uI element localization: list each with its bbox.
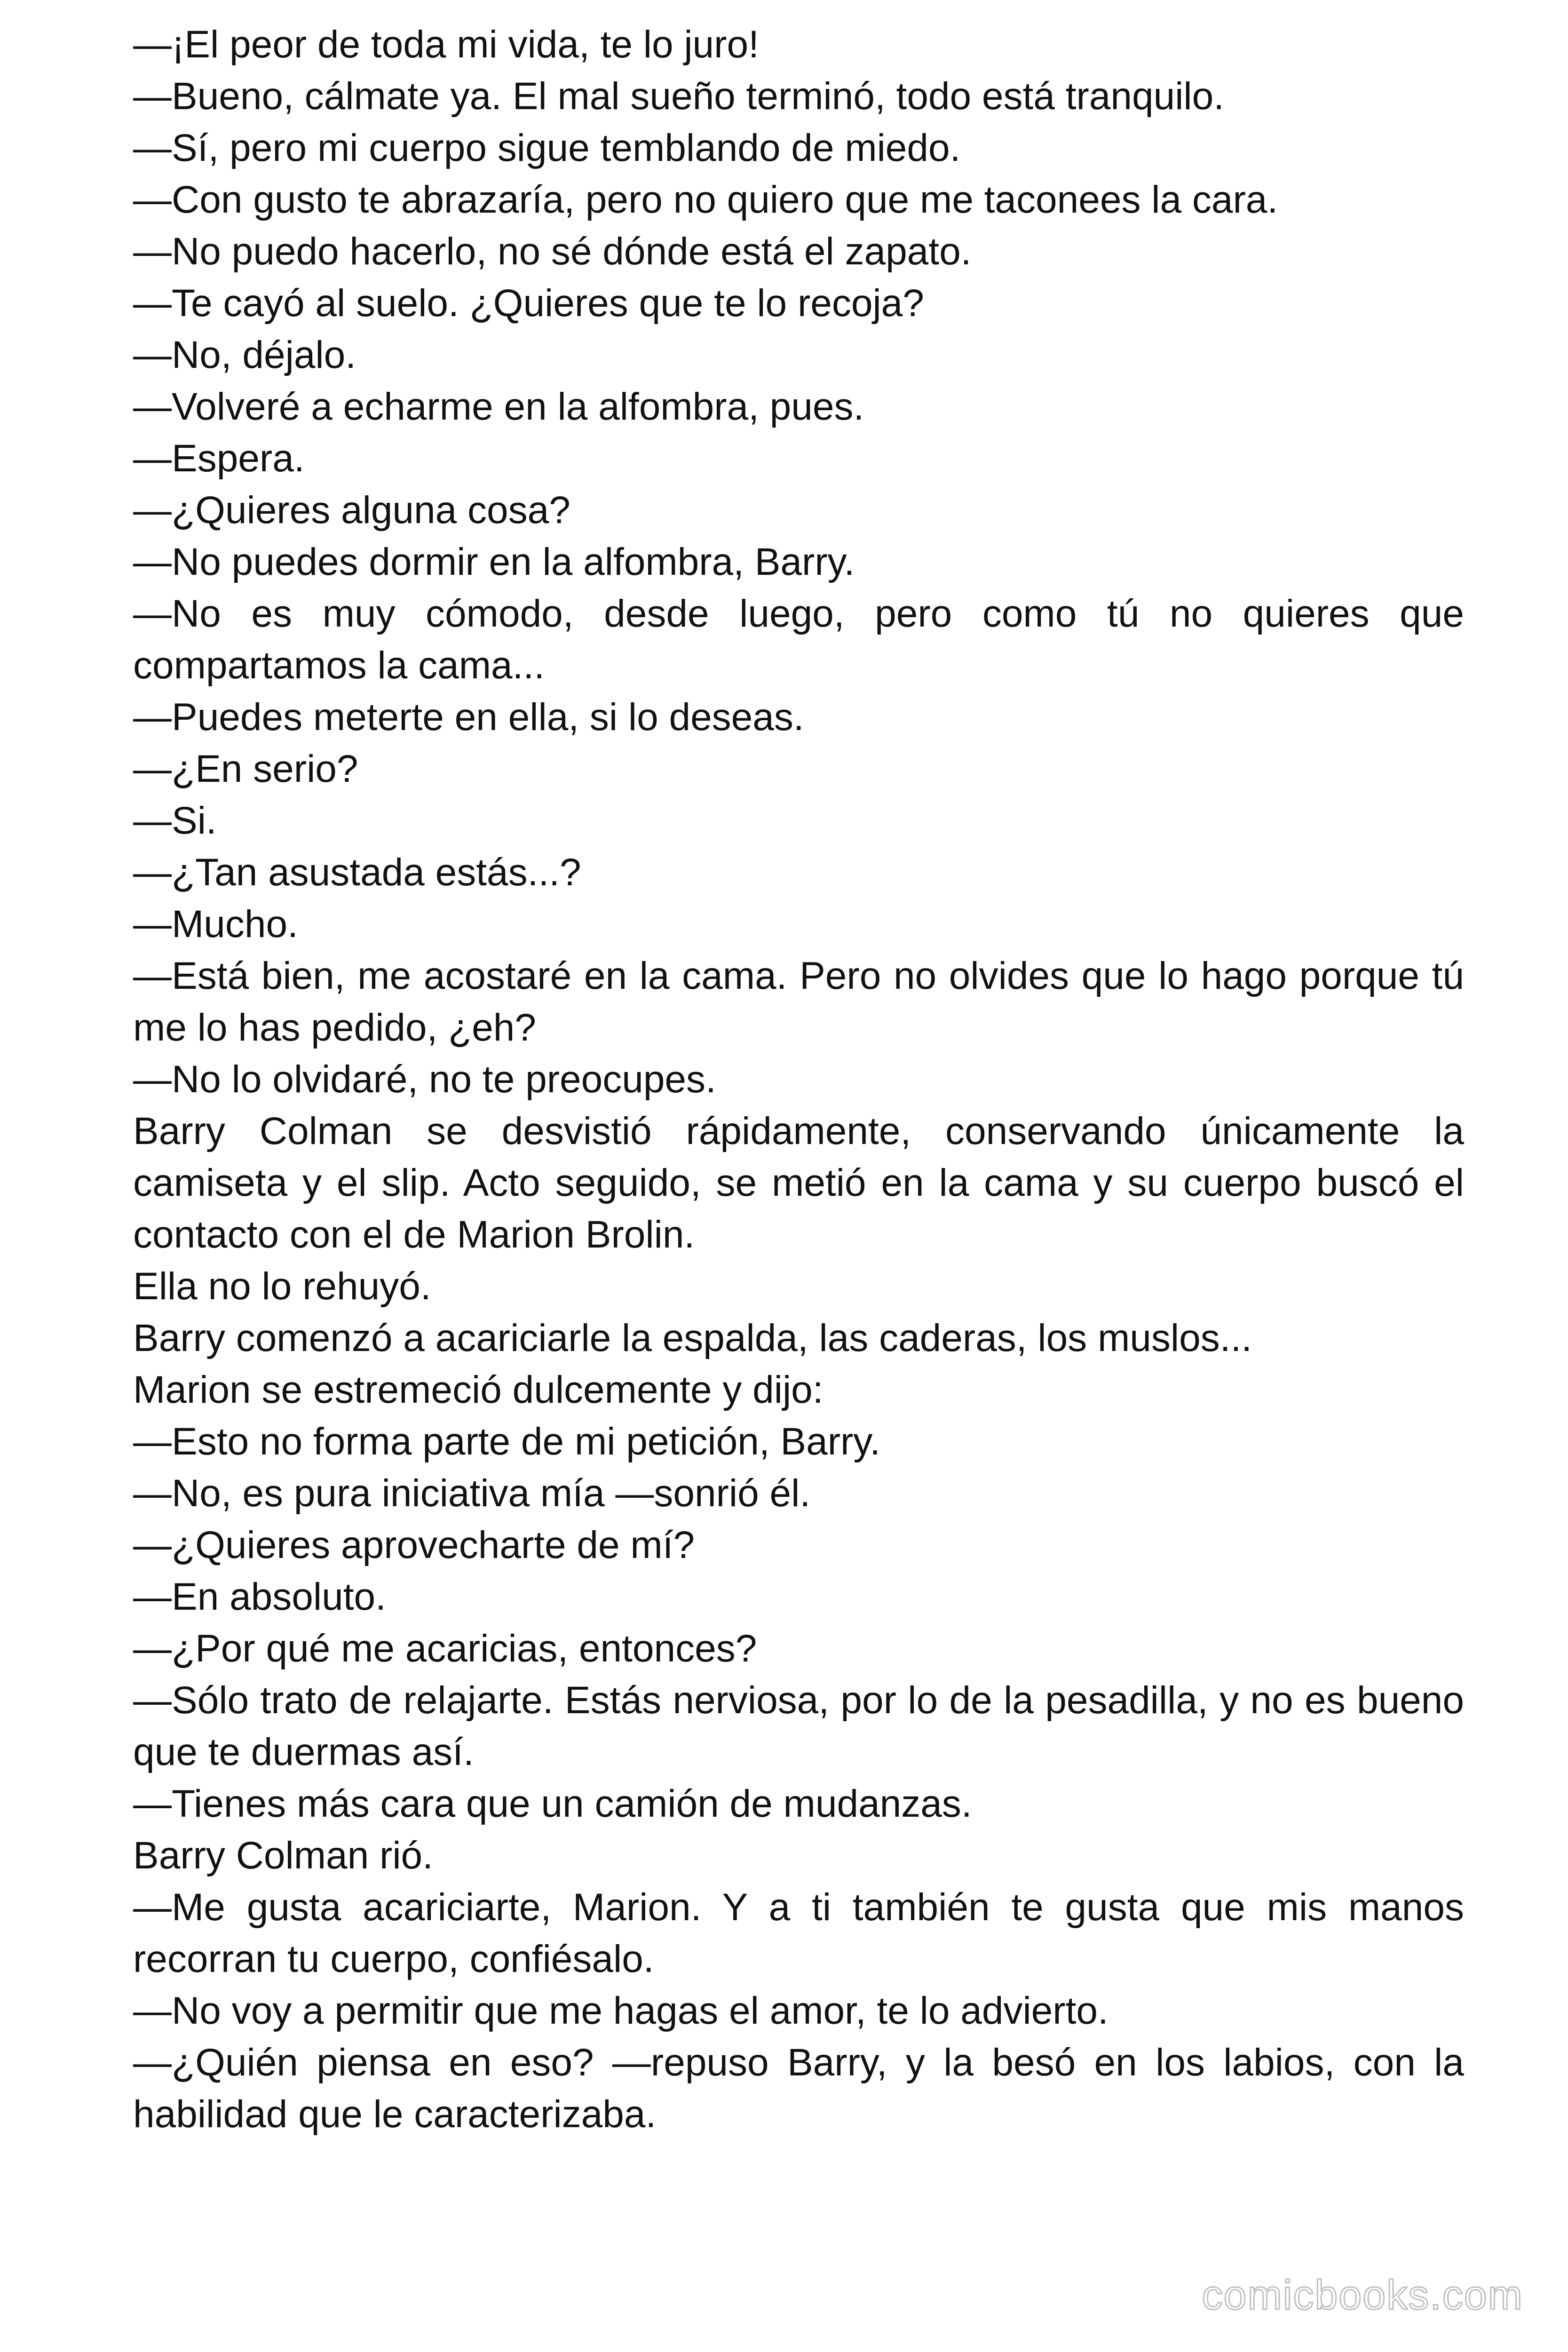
paragraph: —Puedes meterte en ella, si lo deseas.: [133, 696, 804, 739]
paragraph: —En absoluto.: [133, 1575, 386, 1618]
paragraph: —Esto no forma parte de mi petición, Barry.: [133, 1420, 881, 1463]
paragraph: Barry Colman rió.: [133, 1834, 433, 1877]
paragraph: Barry comenzó a acariciarle la espalda, las caderas, los muslos...: [133, 1317, 1252, 1359]
paragraph: Ella no lo rehuyó.: [133, 1265, 431, 1308]
paragraph: —No es muy cómodo, desde luego, pero como tú no quieres que compartamos la cama...: [133, 592, 1464, 687]
paragraph: —No, es pura iniciativa mía —sonrió él.: [133, 1472, 811, 1515]
paragraph: —Está bien, me acostaré en la cama. Pero no olvides que lo hago porque tú me lo has pedido, ¿eh?: [133, 954, 1464, 1049]
paragraph: —Volveré a echarme en la alfombra, pues.: [133, 385, 864, 428]
paragraph: —Me gusta acariciarte, Marion. Y a ti también te gusta que mis manos recorran tu cuerpo, confiésalo.: [133, 1886, 1464, 1980]
paragraph: —Tienes más cara que un camión de mudanzas.: [133, 1782, 972, 1825]
paragraph: —¿Quieres alguna cosa?: [133, 489, 570, 532]
paragraph: —No lo olvidaré, no te preocupes.: [133, 1058, 716, 1101]
document-body: [133, 19, 1464, 2140]
paragraph: —¡El peor de toda mi vida, te lo juro!: [133, 23, 759, 66]
paragraph: —¿En serio?: [133, 747, 358, 790]
paragraph: —No, déjalo.: [133, 334, 356, 376]
paragraph: —¿Tan asustada estás...?: [133, 851, 581, 894]
paragraph: —Sólo trato de relajarte. Estás nerviosa, por lo de la pesadilla, y no es bueno que te duermas así.: [133, 1679, 1464, 1773]
paragraph: —No puedes dormir en la alfombra, Barry.: [133, 540, 855, 583]
paragraph: Marion se estremeció dulcemente y dijo:: [133, 1368, 824, 1411]
watermark: comicbooks.com: [1202, 2272, 1523, 2318]
paragraph: —¿Quién piensa en eso? —repuso Barry, y la besó en los labios, con la habilidad que le caracterizaba.: [133, 2041, 1464, 2136]
paragraph: —Si.: [133, 799, 217, 842]
paragraph: —¿Por qué me acaricias, entonces?: [133, 1627, 757, 1670]
paragraph: —Espera.: [133, 437, 305, 480]
paragraph: Barry Colman se desvistió rápidamente, conservando únicamente la camiseta y el slip. Acto seguido, se metió en la cama y su cuerpo buscó el contacto con el de Marion Brolin.: [133, 1110, 1464, 1256]
paragraph: —No voy a permitir que me hagas el amor, te lo advierto.: [133, 1989, 1109, 2032]
paragraph: —No puedo hacerlo, no sé dónde está el zapato.: [133, 230, 972, 273]
paragraph: —Bueno, cálmate ya. El mal sueño terminó, todo está tranquilo.: [133, 75, 1225, 118]
paragraph: —Te cayó al suelo. ¿Quieres que te lo recoja?: [133, 282, 924, 325]
paragraph: —Con gusto te abrazaría, pero no quiero que me taconees la cara.: [133, 178, 1278, 221]
paragraph: —Mucho.: [133, 903, 298, 946]
paragraph: —¿Quieres aprovecharte de mí?: [133, 1524, 695, 1566]
paragraph: —Sí, pero mi cuerpo sigue temblando de miedo.: [133, 127, 961, 169]
